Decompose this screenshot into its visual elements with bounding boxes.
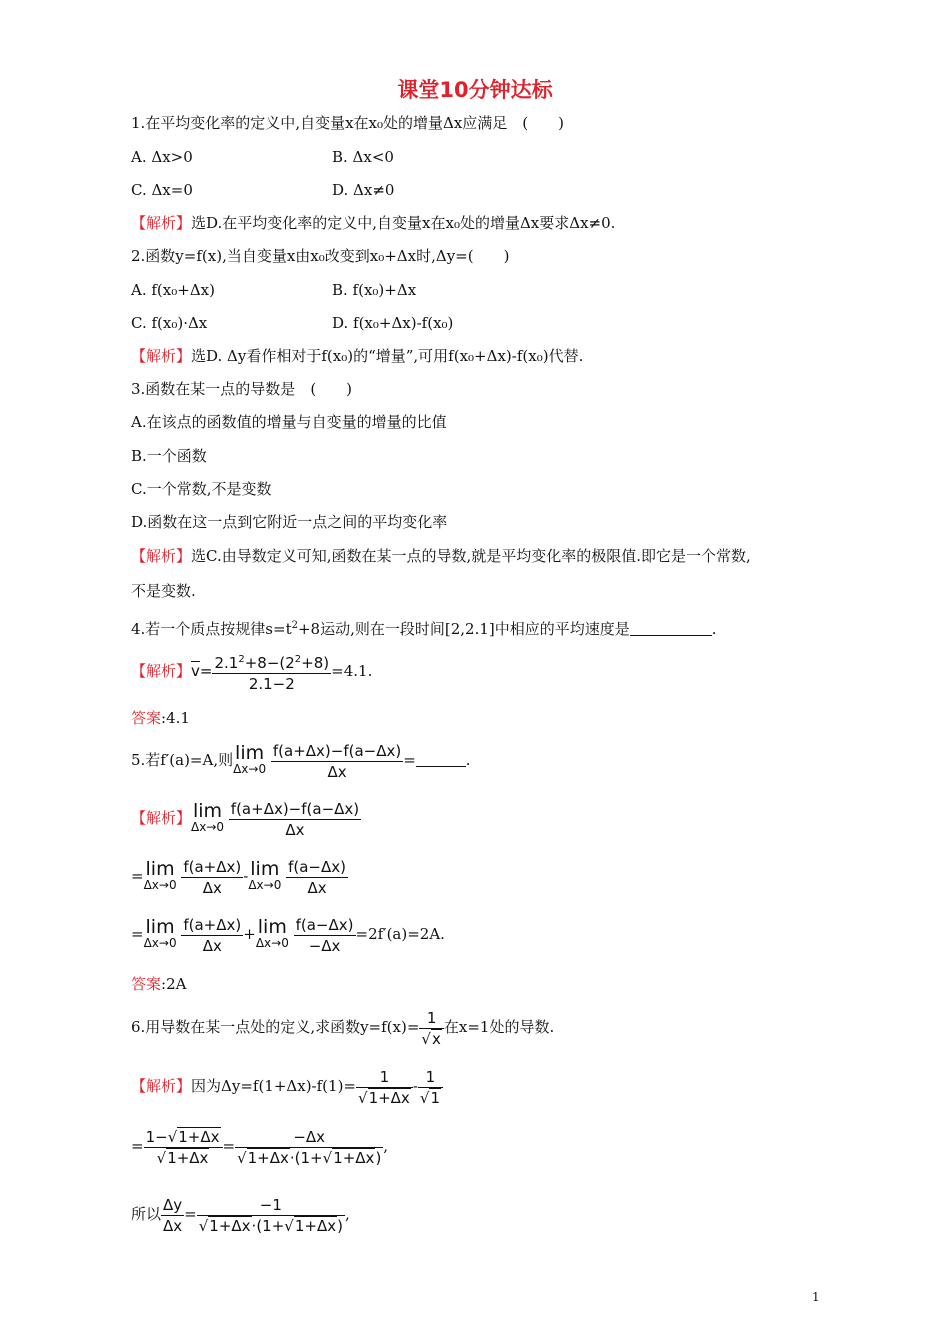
q6-explain-line2 [131,1124,388,1168]
equals-sign: = [199,662,213,680]
q1-option-d: D. Δx≠0 [332,181,395,199]
equals-sign: = [184,1205,197,1223]
frac-den: Δx [285,820,305,839]
page-number: 1 [812,1290,820,1304]
q4-answer-text: :4.1 [161,709,190,727]
q5-answer-text: :2A [161,975,187,993]
frac-num: 1−√1+Δx [144,1128,223,1148]
q1-option-b: B. Δx<0 [332,148,394,166]
q5-stem-text: 5.若f′(a)=A,则 [131,751,234,769]
q3-option-a: A.在该点的函数值的增量与自变量的增量的比值 [131,413,447,431]
lim-sub: Δx→0 [248,878,282,892]
q3-option-c: C.一个常数,不是变数 [131,480,272,498]
lim-word: lim [250,858,280,880]
q3-explanation-cont: 不是变数. [131,582,196,600]
comma: , [344,1205,350,1223]
frac-den: √1+Δx·(1+√1+Δx) [237,1148,382,1167]
period: . [465,751,471,769]
frac-den: −Δx [308,936,341,955]
explain-tag: 【解析】 [131,1077,192,1095]
frac-den: Δx [307,878,327,897]
equals-sign: = [131,1137,144,1155]
lim-sub: Δx→0 [255,936,289,950]
equals-sign: = [131,867,144,885]
q6-frac-c [144,1128,223,1167]
limit-expr [248,858,282,893]
q5-explain-line2 [131,856,348,897]
explain-tag: 【解析】 [131,809,192,827]
frac-num: −1 [197,1196,345,1216]
q5-explain-line3 [131,914,445,955]
frac-den: Δx [202,936,222,955]
q5-explain-line1 [131,798,361,839]
minus-sign: - [243,867,249,885]
q5-frac-num: f(a+Δx)−f(a−Δx) [272,741,402,760]
explain-tag: 【解析】 [131,662,192,680]
q5-explain-frac1 [229,800,361,839]
q3-explanation [131,546,751,566]
q4-exponent: 2 [291,620,298,631]
q6-frac-a [356,1068,413,1107]
plus-sign: + [243,925,256,943]
velocity-symbol: $\overline{v}$ [191,662,200,680]
frac-num: Δy [163,1195,183,1214]
q5-stem [131,740,471,781]
q5-frac-plus [181,858,243,897]
lim-word: lim [145,858,175,880]
page-title: 课堂10分钟达标 [397,78,553,102]
q1-option-a: A. Δx>0 [131,148,193,166]
explain-tag: 【解析】 [131,547,192,565]
limit-expr [143,916,177,951]
q4-stem-part2: +8运动,则在一段时间[2,2.1]中相应的平均速度是 [297,620,630,638]
equals-sign: = [403,751,416,769]
frac-den: Δx [163,1216,183,1235]
answer-label: 答案 [131,975,162,993]
lim-word: lim [235,742,265,764]
q2-stem: 2.函数y=f(x),当自变量x由x₀改变到x₀+Δx时,Δy=( ) [131,247,510,265]
q6-therefore: 所以 [131,1205,162,1223]
limit-expr [233,742,267,777]
q6-stem-fraction [419,1009,443,1048]
q4-fraction [212,651,331,693]
frac-num: f(a+Δx)−f(a−Δx) [230,799,360,818]
frac-den: √1+Δx·(1+√1+Δx) [198,1216,343,1235]
q2-explain-text: 选D. Δy看作相对于f(x₀)的“增量”,可用f(x₀+Δx)-f(x₀)代替. [191,347,584,365]
frac-num: 1 [418,1068,443,1088]
q6-frac-dydx [161,1196,184,1235]
q6-stem [131,1006,554,1048]
q4-explanation [131,650,372,693]
q5-fraction [271,742,403,781]
q3-explain-text: 选C.由导数定义可知,函数在某一点的导数,就是平均变化率的极限值.即它是一个常数, [191,547,751,565]
lim-sub: Δx→0 [191,820,225,834]
q1-explain-text: 选D.在平均变化率的定义中,自变量x在x₀处的增量Δx要求Δx≠0. [191,214,616,232]
frac-den: √x [421,1029,441,1048]
frac-num: f(a+Δx) [183,857,242,876]
q6-stem-part1: 6.用导数在某一点处的定义,求函数y=f(x)= [131,1018,420,1036]
q4-result: =4.1. [331,662,373,680]
q5-answer-blank [416,752,466,767]
q2-option-a: A. f(x₀+Δx) [131,281,215,299]
answer-label: 答案 [131,709,162,727]
q2-explanation [131,346,583,366]
lim-word: lim [192,800,223,822]
comma: , [383,1137,389,1155]
q6-frac-d [235,1128,383,1167]
q4-answer [131,708,190,728]
q5-answer [131,974,186,994]
frac-num: f(a+Δx) [183,915,242,934]
equals-sign: = [131,925,144,943]
q6-frac-b [418,1068,443,1107]
q4-fraction-den: 2.1−2 [248,675,295,693]
limit-expr [255,916,289,951]
q6-stem-part2: 在x=1处的导数. [443,1018,555,1036]
frac-num: f(a−Δx) [295,915,354,934]
frac-den: √1+Δx [358,1088,410,1107]
q5-frac-neg [294,916,356,955]
lim-sub: Δx→0 [143,936,177,950]
q5-frac-plus2 [181,916,243,955]
q5-frac-minus [286,858,348,897]
q1-stem: 1.在平均变化率的定义中,自变量x在x₀处的增量Δx应满足 ( ) [131,114,565,132]
frac-den: Δx [202,878,222,897]
q6-explain-line1 [131,1064,443,1108]
q3-stem: 3.函数在某一点的导数是 ( ) [131,380,353,398]
frac-num: 1 [356,1068,413,1088]
lim-sub: Δx→0 [143,878,177,892]
q4-stem-end: . [711,620,717,638]
lim-sub: Δx→0 [233,762,267,776]
q5-frac-den: Δx [327,762,347,781]
q2-option-c: C. f(x₀)·Δx [131,314,208,332]
q4-answer-blank [630,621,712,636]
q4-stem-part1: 4.若一个质点按规律s=t [131,620,292,638]
explain-tag: 【解析】 [131,214,192,232]
lim-word: lim [257,916,287,938]
q5-result: =2f′(a)=2A. [355,925,445,943]
explain-tag: 【解析】 [131,347,192,365]
q1-explanation [131,213,615,233]
equals-sign: = [222,1137,236,1155]
frac-num: f(a−Δx) [288,857,346,876]
q4-fraction-num: $2.1^2+8-(2^2+8)$ [212,651,331,674]
limit-expr [191,800,225,835]
q2-option-b: B. f(x₀)+Δx [332,281,417,299]
frac-den: √1 [419,1088,440,1107]
q6-explain-line3 [131,1192,350,1236]
frac-num: −Δx [235,1128,383,1148]
q4-stem [131,616,717,639]
q6-frac-e [197,1196,345,1235]
q2-option-d: D. f(x₀+Δx)-f(x₀) [332,314,454,332]
frac-den: √1+Δx [156,1148,209,1167]
minus-sign: - [412,1077,418,1095]
lim-word: lim [145,916,175,938]
q6-explain-text: 因为Δy=f(1+Δx)-f(1)= [191,1077,356,1095]
limit-expr [143,858,177,893]
frac-num: 1 [419,1009,443,1029]
q3-option-b: B.一个函数 [131,447,207,465]
q3-option-d: D.函数在这一点到它附近一点之间的平均变化率 [131,513,448,531]
q1-option-c: C. Δx=0 [131,181,193,199]
